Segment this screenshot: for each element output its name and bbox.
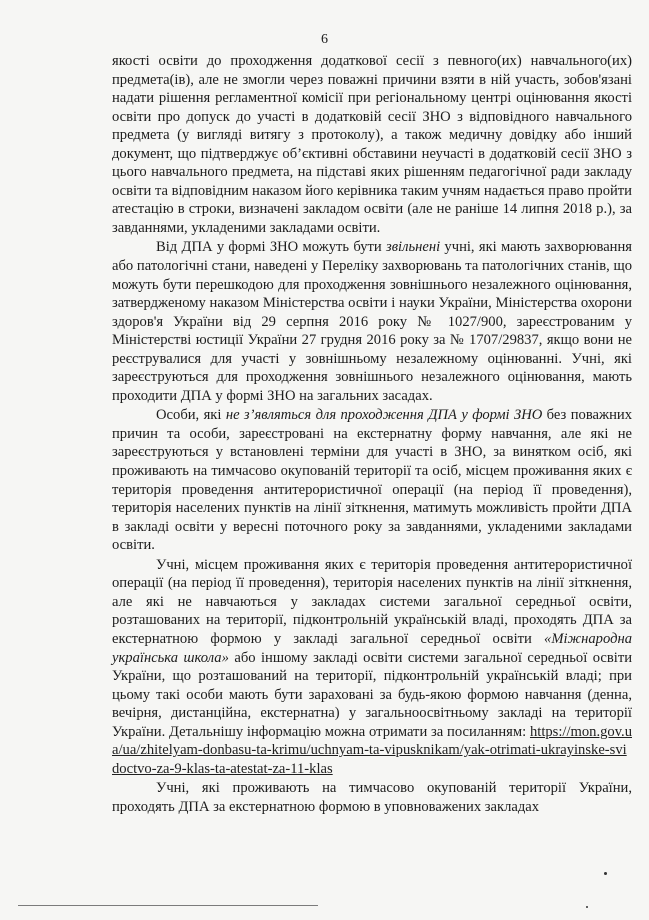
emphasis-text: звільнені: [386, 239, 441, 256]
document-body: [112, 52, 632, 816]
paragraph-text: без поважних причин та особи, зареєстровані на екстернатну форму навчання, але які не зареєструються у встановлені терміни для участі в ЗНО, за винятком осіб, які проживають на тимчасово окупованій території та осіб, місцем проживання яких є територія проведення антитерористичної операції (на період її проведення), територія населених пунктів на лінії зіткнення, матимуть можливість пройти ДПА в закладі освіти у вересні поточного року за завданнями, укладеними закладами освіти.: [112, 407, 632, 554]
paragraph-exempt: [112, 238, 632, 405]
paragraph-absent: [112, 406, 632, 554]
page-number: 6: [321, 32, 328, 47]
paragraph-text: Учні, місцем проживання яких є територія проведення антитерористичної операції (на період її проведення), територія населених пунктів на лінії зіткнення, але які не навчаються у закладах системи загальної середньої освіти, розташованих на території, підконтрольній українській владі, проходять ДПА за екстернатною формою у закладі загальної середньої освіти: [112, 556, 632, 647]
scan-speck: [586, 906, 588, 908]
scan-speck: [604, 872, 607, 875]
paragraph-continuation: якості освіти до проходження додаткової сесії з певного(их) навчального(их) предмета(ів), але не змогли через поважні причини взяти в ній участь, зобов'язані надати рішення регламентної комісії при регіональному центрі оцінювання якості освіти про допуск до участі в додатковій сесії ЗНО з відповідного навчального предмета (у вигляді витягу з протоколу), а також медичну довідку або інший документ, що підтверджує об’єктивні обставини неучасті в додатковій сесії ЗНО з цього навчального предмета, на підставі яких рішенням педагогічної ради закладу освіти та відповідним наказом його керівника таким учням надається право пройти атестацію в строки, визначені закладом освіти (але не раніше 14 липня 2018 р.), за завданнями, укладеними закладами освіти.: [112, 53, 632, 236]
emphasis-text: «Міжнародна українська школа»: [112, 630, 632, 666]
paragraph-occupied: Учні, які проживають на тимчасово окупованій території України, проходять ДПА за екстернатною формою в уповноважених закладах: [112, 780, 632, 815]
paragraph-text: Особи, які: [156, 407, 226, 424]
emphasis-text: не з’являться для проходження ДПА у формі ЗНО: [225, 407, 543, 424]
paragraph-text: учні, які мають захворювання або патологічні стани, наведені у Переліку захворювань та патологічних станів, що можуть бути перешкодою для проходження зовнішнього незалежного оцінювання, затвердженому наказом Міністерства освіти і науки України, Міністерства охорони здоров'я України від 29 серпня 2016 року № 1027/900, зареєстрованим у Міністерстві юстиції України 27 грудня 2016 року за № 1707/29837, якщо вони не реєструвалися для участі у зовнішньому незалежному оцінюванні. Учні, які зареєструються для проходження зовнішнього незалежного оцінювання, мають проходити ДПА у формі ЗНО на загальних засадах.: [112, 239, 632, 404]
paragraph-ato-students: [112, 556, 632, 779]
mon-link[interactable]: https://mon.gov.ua/ua/zhitelyam-donbasu-ta-krimu/uchnyam-ta-vipusknikam/yak-otrimati-ukrayinske-svidoctvo-za-9-klas-ta-atestat-za-11-klas: [112, 723, 632, 777]
paragraph-text: Від ДПА у формі ЗНО можуть бути: [156, 239, 387, 256]
paragraph-text: або іншому закладі освіти системи загальної середньої освіти України, що розташований на території, підконтрольній українській владі; при цьому такі особи мають бути зараховані за будь-якою формою навчання (денна, вечірня, дистанційна, екстернатна) у загальноосвітньому закладі на території України. Детальнішу інформацію можна отримати за посиланням:: [112, 649, 633, 740]
scan-artifact-line: [18, 905, 318, 906]
